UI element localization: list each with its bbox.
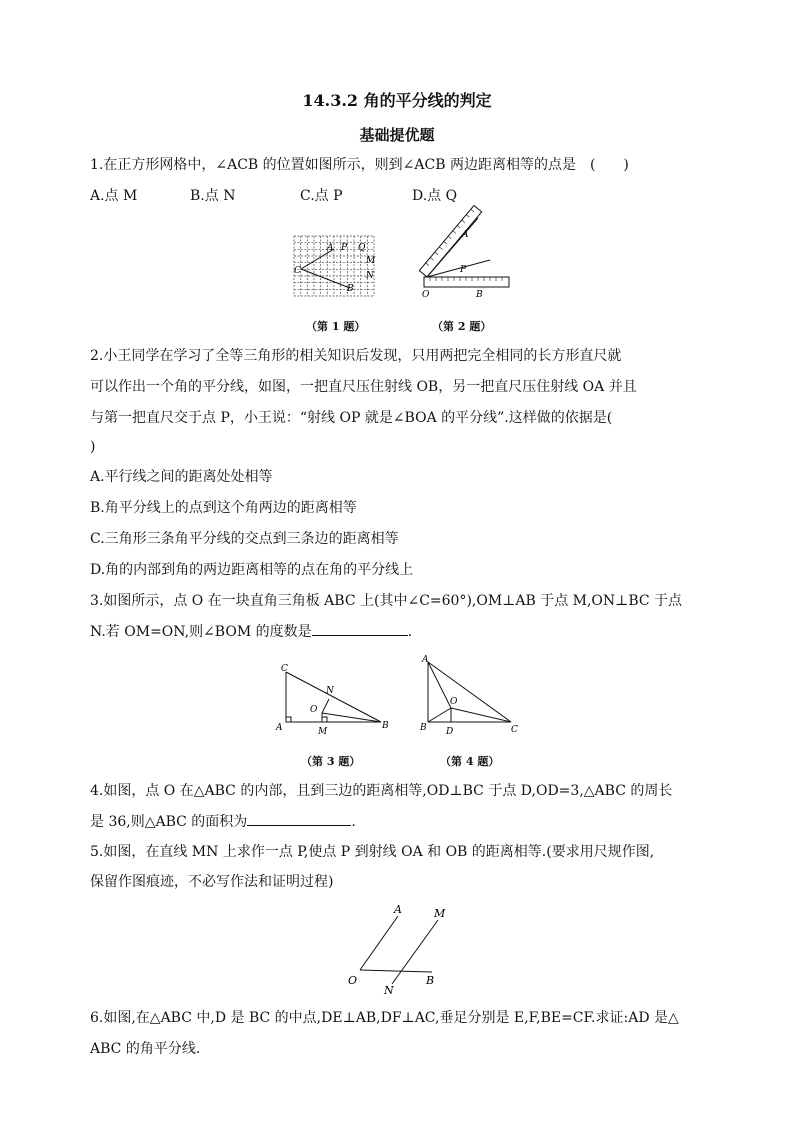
figure-4-caption: （第 4 题） [440, 755, 500, 768]
fig4-label-c: C [511, 725, 518, 735]
q2-stem-line-3: 与第一把直尺交于点 P，小王说：“射线 OP 就是∠BOA 的平分线”.这样做的依据是( [90, 410, 613, 426]
page-title: 14.3.2 角的平分线的判定 [302, 91, 492, 110]
figure-2-rulers [418, 212, 518, 304]
q4-stem-text: 是 36,则△ABC 的面积为 [90, 814, 248, 830]
q2-stem-line-1: 2.小王同学在学习了全等三角形的相关知识后发现，只用两把完全相同的长方形直尺就 [90, 348, 622, 364]
q6-stem-line-2: ABC 的角平分线. [90, 1041, 201, 1057]
fig3-label-a: A [276, 723, 283, 733]
figure-1-grid [294, 236, 378, 298]
q2-option-c: C.三角形三条角平分线的交点到三条边的距离相等 [90, 531, 399, 547]
q5-stem-line-2: 保留作图痕迹，不必写作法和证明过程) [90, 874, 334, 890]
fig2-label-o: O [422, 290, 430, 300]
q4-answer-blank[interactable] [247, 810, 351, 826]
q1-option-a: A.点 M [90, 188, 138, 204]
q3-stem-end: . [407, 624, 413, 640]
q2-stem-line-4: ) [90, 439, 96, 455]
figure-2-caption: （第 2 题） [432, 320, 492, 333]
q4-stem-end: . [351, 814, 356, 830]
fig4-label-a: A [422, 655, 429, 665]
fig5-label-o: O [348, 974, 358, 987]
fig1-label-n: N [366, 271, 374, 281]
q2-option-a: A.平行线之间的距离处处相等 [90, 469, 273, 485]
fig4-label-d: D [446, 727, 454, 737]
fig3-label-m: M [318, 727, 328, 737]
figure-3-triangle [276, 660, 394, 740]
fig2-label-b: B [476, 290, 483, 300]
q3-stem-line-2 [90, 620, 412, 643]
fig5-label-m: M [434, 907, 446, 920]
q4-stem-line-1: 4.如图，点 O 在△ABC 的内部，且到三边的距离相等,OD⊥BC 于点 D,OD=3,△ABC 的周长 [90, 783, 673, 799]
fig1-label-c: C [294, 266, 301, 276]
figure-5-rays [340, 900, 460, 996]
figure-1-caption: （第 1 题） [306, 320, 366, 333]
q1-stem: 1.在正方形网格中，∠ACB 的位置如图所示，则到∠ACB 两边距离相等的点是 ( ) [90, 157, 629, 173]
q6-stem-line-1: 6.如图,在△ABC 中,D 是 BC 的中点,DE⊥AB,DF⊥AC,垂足分别是 E,F,BE=CF.求证:AD 是△ [90, 1010, 679, 1026]
q3-stem-text: N.若 OM=ON,则∠BOM 的度数是 [90, 624, 312, 640]
q1-option-c: C.点 P [300, 188, 343, 204]
q1-option-b: B.点 N [190, 188, 236, 204]
figure-3-caption: （第 3 题） [301, 755, 361, 768]
fig3-label-o: O [310, 705, 318, 715]
q2-option-d: D.角的内部到角的两边距离相等的点在角的平分线上 [90, 562, 414, 578]
fig4-label-o: O [450, 697, 458, 707]
fig3-label-n: N [326, 686, 334, 696]
fig1-label-b: B [347, 284, 354, 294]
fig1-label-a: A [327, 243, 334, 253]
q5-stem-line-1: 5.如图，在直线 MN 上求作一点 P,使点 P 到射线 OA 和 OB 的距离相等.(要求用尺规作图, [90, 844, 655, 860]
figure-4-triangle [418, 652, 524, 742]
fig3-label-b: B [382, 721, 389, 731]
q4-stem-line-2 [90, 810, 356, 833]
fig5-label-n: N [384, 984, 394, 997]
fig1-label-m: M [366, 256, 376, 266]
fig5-label-a: A [394, 903, 402, 916]
q2-option-b: B.角平分线上的点到这个角两边的距离相等 [90, 500, 357, 516]
fig1-label-q: Q [358, 243, 366, 253]
fig5-label-b: B [426, 974, 435, 987]
fig2-label-a: A [462, 230, 469, 240]
q2-stem-line-2: 可以作出一个角的平分线，如图，一把直尺压住射线 OB，另一把直尺压住射线 OA 并且 [90, 379, 637, 395]
fig4-label-b: B [420, 723, 427, 733]
q3-stem-line-1: 3.如图所示，点 O 在一块直角三角板 ABC 上(其中∠C=60°),OM⊥AB 于点 M,ON⊥BC 于点 [90, 593, 683, 609]
fig2-label-p: P [460, 265, 467, 275]
fig1-label-p: P [341, 243, 348, 253]
q3-answer-blank[interactable] [312, 620, 408, 636]
fig3-label-c: C [281, 664, 288, 674]
section-heading: 基础提优题 [359, 126, 435, 144]
q1-option-d: D.点 Q [412, 188, 458, 204]
